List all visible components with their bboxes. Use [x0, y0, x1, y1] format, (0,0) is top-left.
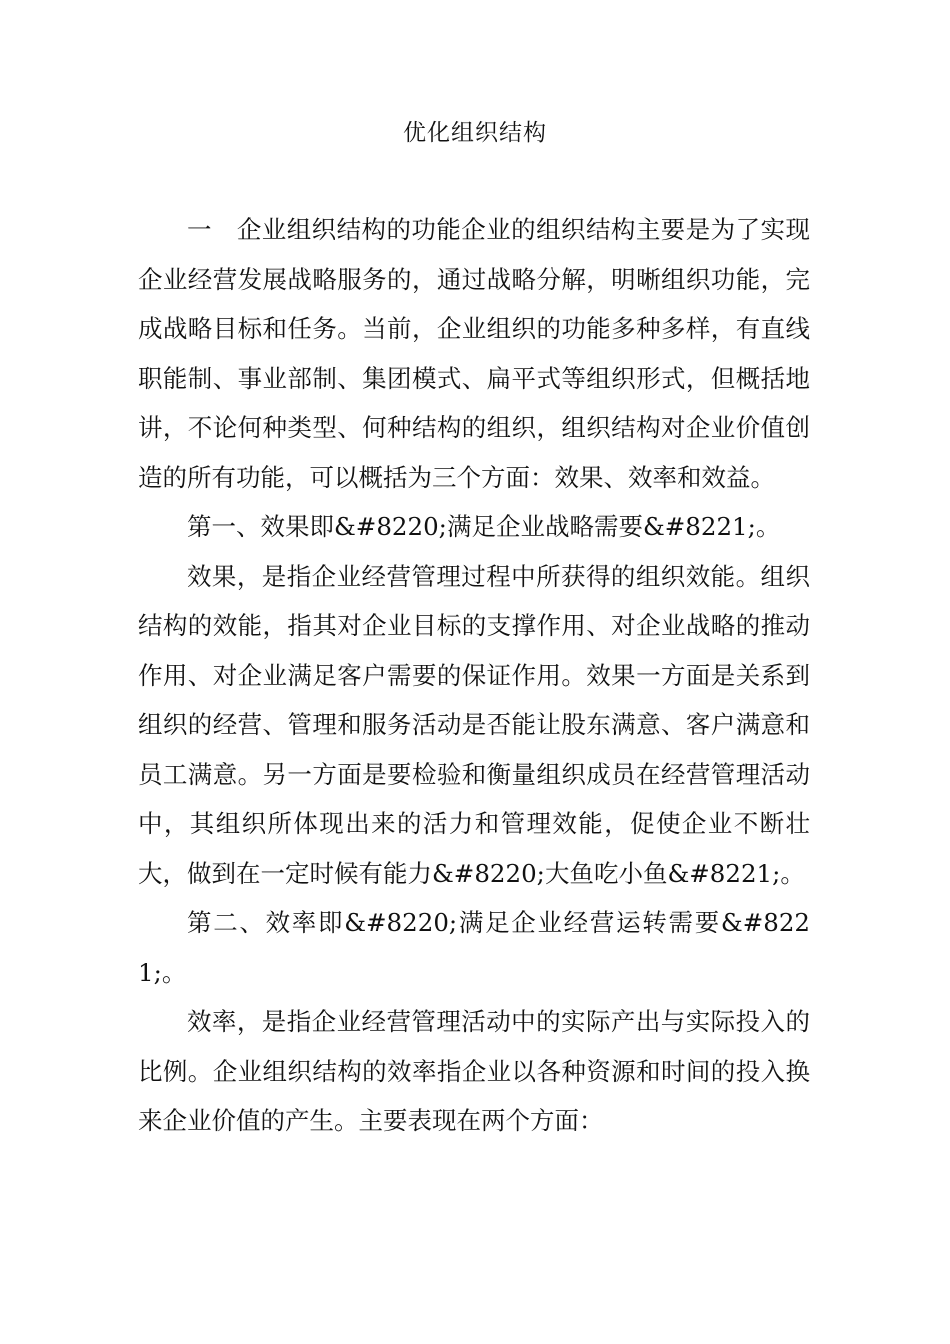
paragraph-efficiency-heading: 第二、效率即&#8220;满足企业经营运转需要&#8221;。	[138, 908, 810, 987]
paragraph-organization-function: 一 企业组织结构的功能企业的组织结构主要是为了实现企业经营发展战略服务的，通过战略分解，明晰组织功能，完成战略目标和任务。当前，企业组织的功能多种多样，有直线职能制、事业部制、集团模式、扁平式等组织形式，但概括地讲，不论何种类型、何种结构的组织，组织结构对企业价值创造的所有功能，可以概括为三个方面：效果、效率和效益。	[138, 215, 810, 492]
paragraph-effect-heading: 第一、效果即&#8220;满足企业战略需要&#8221;。	[187, 512, 781, 541]
paragraph-efficiency-detail: 效率，是指企业经营管理活动中的实际产出与实际投入的比例。企业组织结构的效率指企业以各种资源和时间的投入换来企业价值的产生。主要表现在两个方面：	[138, 1007, 810, 1135]
document-body	[138, 205, 810, 1146]
document-title: 优化组织结构	[403, 120, 547, 146]
paragraph-effect-detail: 效果，是指企业经营管理过程中所获得的组织效能。组织结构的效能，指其对企业目标的支撑作用、对企业战略的推动作用、对企业满足客户需要的保证作用。效果一方面是关系到组织的经营、管理和服务活动是否能让股东满意、客户满意和员工满意。另一方面是要检验和衡量组织成员在经营管理活动中，其组织所体现出来的活力和管理效能，促使企业不断壮大，做到在一定时候有能力&#8220;大鱼吃小鱼&#8221;。	[138, 561, 810, 888]
